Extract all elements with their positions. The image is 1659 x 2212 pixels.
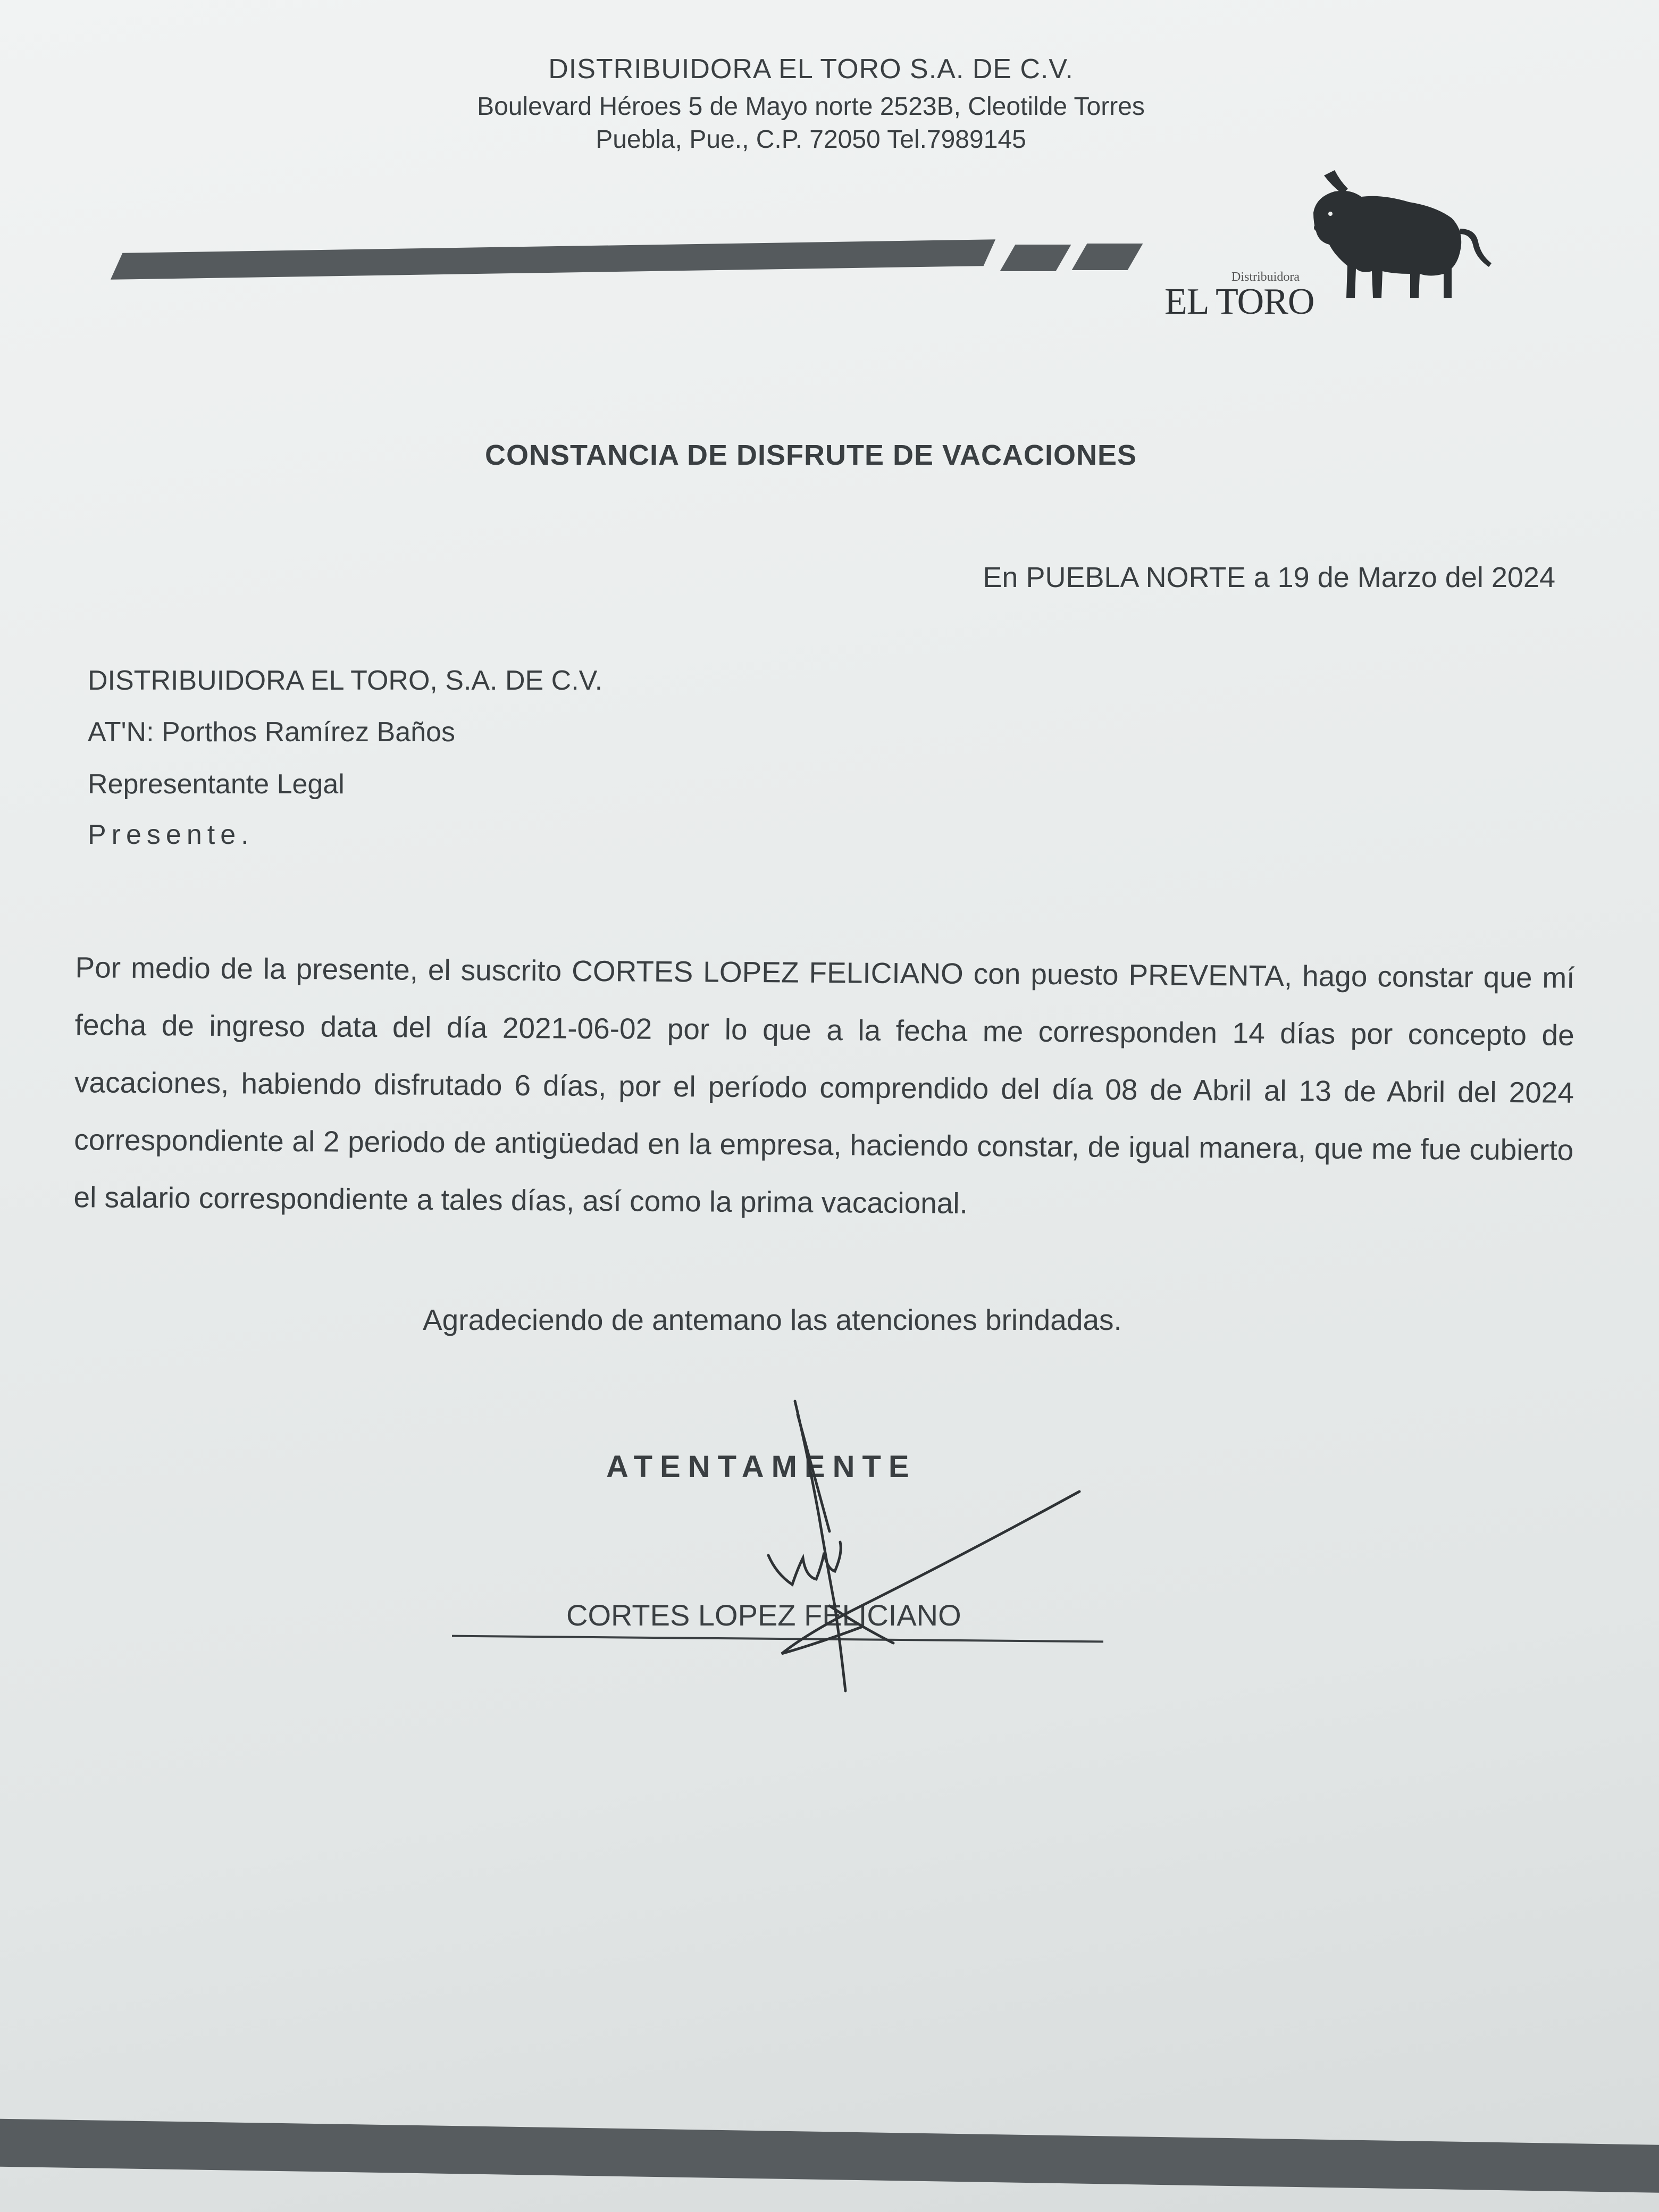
date-line: En PUEBLA NORTE a 19 de Marzo del 2024	[983, 562, 1555, 593]
addressee-presente: Presente.	[88, 819, 254, 850]
document-title: CONSTANCIA DE DISFRUTE DE VACACIONES	[484, 439, 1137, 471]
header-address	[0, 90, 1622, 156]
addressee-company: DISTRIBUIDORA EL TORO, S.A. DE C.V.	[88, 665, 603, 696]
header-company-name: DISTRIBUIDORA EL TORO S.A. DE C.V.	[548, 54, 1074, 85]
addressee-role: Representante Legal	[88, 769, 345, 800]
logo-small-text: Distribuidora	[1231, 270, 1300, 284]
closing-atentamente: ATENTAMENTE	[606, 1449, 917, 1484]
thanks-line: Agradeciendo de antemano las atenciones brindadas.	[423, 1303, 1122, 1336]
signatory-name: CORTES LOPEZ FELICIANO	[566, 1598, 961, 1632]
el-toro-logo	[1159, 165, 1499, 340]
header-decorative-bar	[111, 239, 995, 280]
handwritten-signature	[638, 1393, 1117, 1712]
header-address-line1: Boulevard Héroes 5 de Mayo norte 2523B, Cleotilde Torres	[477, 93, 1145, 121]
addressee-attn: AT'N: Porthos Ramírez Baños	[88, 717, 455, 748]
bull-icon	[1292, 165, 1494, 335]
footer-decorative-bar	[0, 2118, 1659, 2194]
header-bar-segment	[1000, 245, 1071, 271]
logo-brand-text: EL TORO	[1164, 281, 1314, 322]
header-address-line2: Puebla, Pue., C.P. 72050 Tel.7989145	[596, 125, 1026, 154]
body-paragraph: Por medio de la presente, el suscrito CORTES LOPEZ FELICIANO con puesto PREVENTA, hago constar que mí fecha de ingreso data del día 2021-06-02 por lo que a la fecha me corresponden 14 días por concepto de vacaciones, habiendo disfrutado 6 días, por el período comprendido del día 08 de Abril al 13 de Abril del 2024 correspondiente al 2 periodo de antigüedad en la empresa, haciendo constar, de igual manera, que me fue cubierto el salario correspondiente a tales días, así como la prima vacacional.	[73, 951, 1575, 1220]
header-bar-segment	[1072, 244, 1143, 270]
